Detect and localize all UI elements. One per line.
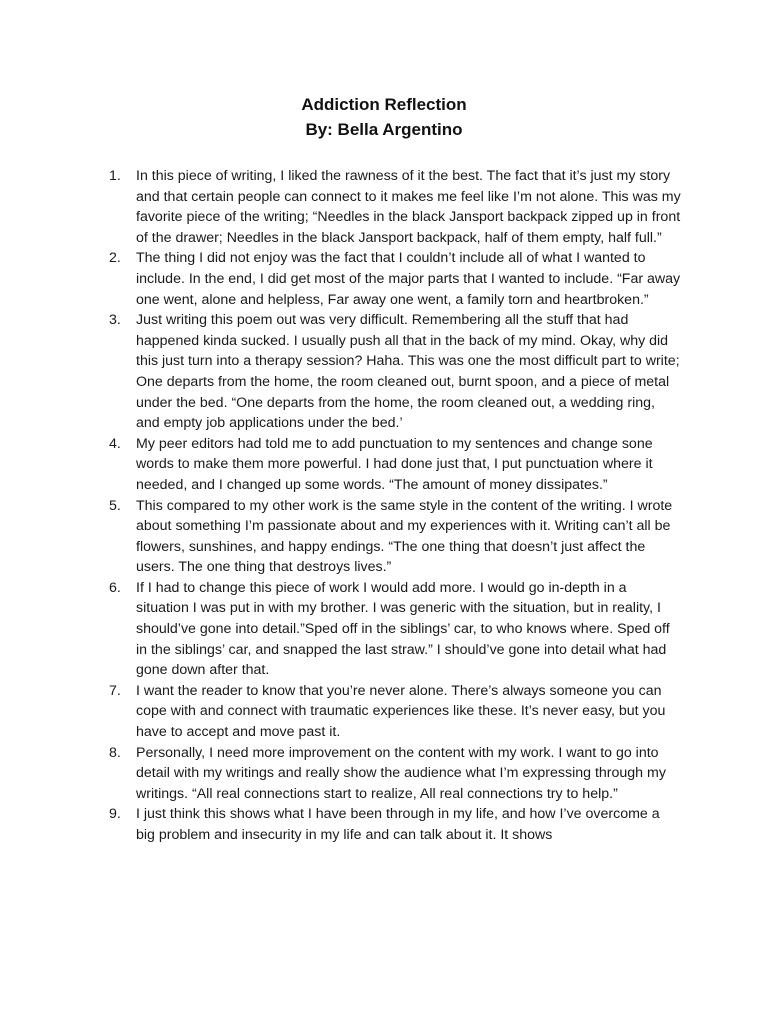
item-number: 6. — [109, 579, 121, 596]
document-title: Addiction Reflection — [301, 95, 467, 114]
list-item — [109, 743, 682, 805]
item-number: 3. — [109, 312, 121, 329]
list-item — [109, 578, 682, 681]
list-item — [109, 166, 682, 248]
item-text: The thing I did not enjoy was the fact that I couldn’t include all of what I wanted to include. In the end, I did get most of the major parts that I wanted to include. “Far away one went, alone and helpless, Far away one went, a family torn and heartbroken.” — [136, 250, 681, 308]
author-line: By: Bella Argentino — [305, 120, 463, 139]
item-number: 8. — [109, 744, 121, 761]
list-item — [109, 434, 682, 496]
item-text: My peer editors had told me to add punctuation to my sentences and change sone words to make them more powerful. I had done just that, I put punctuation where it needed, and I changed up some words. “The amount of money dissipates.” — [136, 435, 653, 493]
item-number: 4. — [109, 435, 121, 452]
item-number: 2. — [109, 250, 121, 267]
list-item — [109, 248, 682, 310]
item-number: 7. — [109, 682, 121, 699]
item-text: Just writing this poem out was very difficult. Remembering all the stuff that had happened kinda sucked. I usually push all that in the back of my mind. Okay, why did this just turn into a therapy session? Haha. This was one the most difficult part to write; One departs from the home, the room cleaned out, burnt spoon, and a piece of metal under the bed. “One departs from the home, the room cleaned out, a wedding ring, and empty job applications under the bed.’ — [136, 312, 680, 432]
list-item — [109, 681, 682, 743]
item-text: This compared to my other work is the same style in the content of the writing. I wrote about something I’m passionate about and my experiences with it. Writing can’t all be flowers, sunshines, and happy endings. “The one thing that doesn’t just affect the users. The one thing that destroys lives.” — [136, 497, 673, 576]
item-text: If I had to change this piece of work I would add more. I would go in-depth in a situation I was put in with my brother. I was generic with the situation, but in reality, I should’ve gone into detail.”Sped off in the siblings’ car, to who knows where. Sped off in the siblings’ car, and snapped the last straw.” I should’ve gone into detail what had gone down after that. — [136, 579, 670, 679]
title-block — [0, 92, 768, 142]
item-text: I want the reader to know that you’re never alone. There’s always someone you can cope with and connect with traumatic experiences like these. It’s never easy, but you have to accept and move past it. — [136, 682, 666, 741]
item-text: I just think this shows what I have been through in my life, and how I’ve overcome a big problem and insecurity in my life and can talk about it. It shows — [136, 806, 660, 843]
item-number: 9. — [109, 806, 121, 823]
item-number: 5. — [109, 497, 121, 514]
item-text: Personally, I need more improvement on the content with my work. I want to go into detail with my writings and really show the audience what I’m expressing through my writings. “All real connections start to realize, All real connections try to help.” — [136, 744, 666, 802]
list-item — [109, 804, 682, 845]
list-item — [109, 310, 682, 434]
item-number: 1. — [109, 168, 121, 184]
item-text: In this piece of writing, I liked the rawness of it the best. The fact that it’s just my story and that certain people can connect to it makes me feel like I’m not alone. This was my favorite piece of the writing; “Needles in the black Jansport backpack zipped up in front of the drawer; Needles in the black Jansport backpack, half of them empty, half full.” — [136, 168, 681, 246]
list-item — [109, 496, 682, 578]
reflection-list — [0, 166, 768, 846]
